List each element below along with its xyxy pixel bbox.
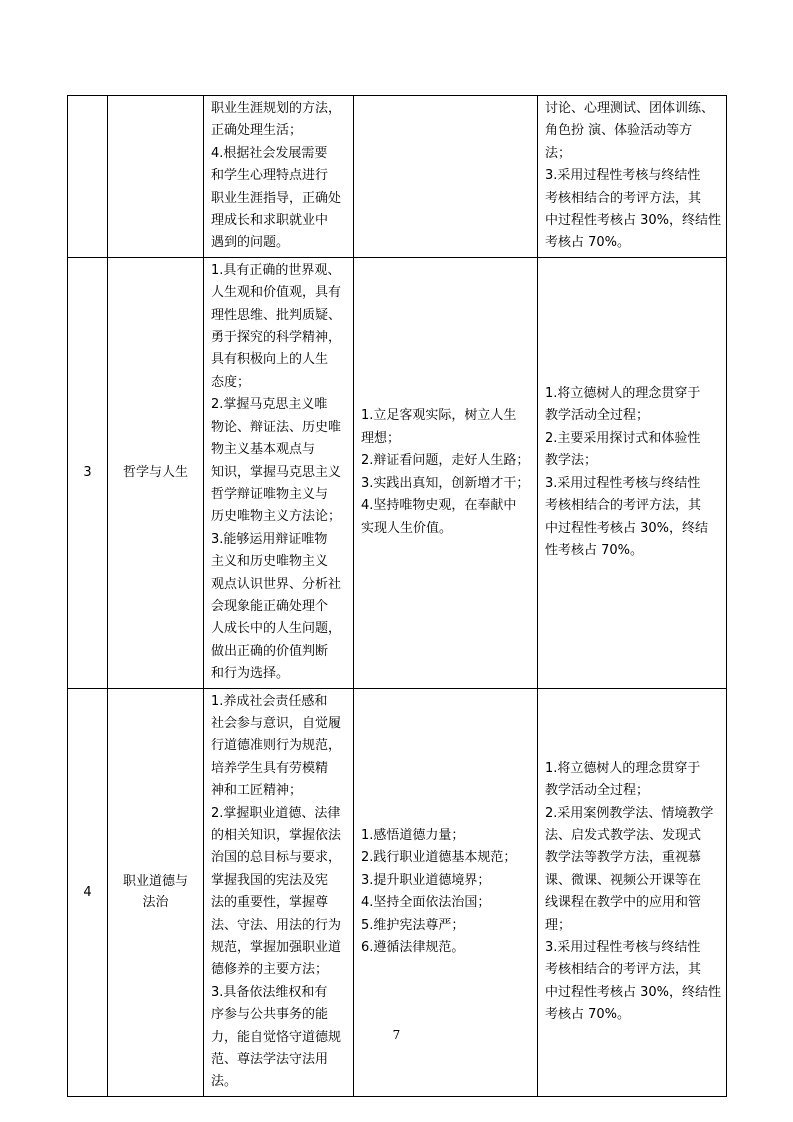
requirement-line: 线课程在教学中的应用和管 — [545, 895, 702, 911]
table-row — [68, 257, 727, 688]
goal-line: 德修养的主要方法； — [211, 962, 329, 978]
course-table — [67, 95, 727, 1097]
goal-line: 理性思维、批判质疑、 — [211, 307, 342, 323]
course-goals-cell — [204, 96, 354, 258]
goal-line: 人生观和价值观，具有 — [211, 285, 342, 301]
teaching-requirements-cell-text — [538, 381, 726, 564]
requirement-line: 2.采用案例教学法、情境教学 — [545, 805, 714, 821]
requirement-line: 中过程性考核占 30%，终结性 — [545, 213, 722, 229]
requirement-line: 考核占 70%。 — [545, 1007, 631, 1023]
goal-line: 会现象能正确处理个 — [211, 598, 329, 614]
requirement-line: 教学活动全过程； — [545, 783, 650, 799]
course-goals-cell — [204, 257, 354, 688]
teaching-requirements-cell — [538, 96, 727, 258]
course-content-cell-text — [354, 174, 537, 178]
course-content-cell-text — [354, 823, 537, 961]
content-line: 2.践行职业道德基本规范； — [361, 850, 517, 866]
requirement-line: 1.将立德树人的理念贯穿于 — [545, 760, 701, 776]
course-number-cell: 3 — [68, 257, 108, 688]
requirement-line: 教学法等教学方法，重视慕 — [545, 850, 702, 866]
goal-line: 职业生涯指导，正确处 — [211, 190, 342, 206]
goal-line: 1.具有正确的世界观、 — [211, 262, 341, 278]
teaching-requirements-cell-text — [538, 756, 726, 1029]
goal-line: 规范，掌握加强职业道 — [211, 940, 342, 956]
content-line: 2.辩证看问题，走好人生路； — [361, 453, 530, 469]
goal-line: 掌握我国的宪法及宪 — [211, 872, 329, 888]
requirement-line: 3.采用过程性考核与终结性 — [545, 940, 701, 956]
goal-line: 法的重要性，掌握尊 — [211, 895, 329, 911]
goal-line: 3.具备依法维权和有 — [211, 984, 328, 1000]
course-name-cell — [108, 96, 204, 258]
goal-line: 历史唯物主义方法论； — [211, 509, 342, 525]
content-line: 6.遵循法律规范。 — [361, 940, 465, 956]
requirement-line: 法、启发式教学法、发现式 — [545, 828, 702, 843]
goal-line: 观点认识世界、分析社 — [211, 576, 342, 592]
content-line: 4.坚持唯物史观，在奉献中 — [361, 498, 517, 514]
goal-line: 神和工匠精神； — [211, 783, 303, 799]
goal-line: 勇于探究的科学精神， — [211, 330, 342, 346]
goal-line: 治国的总目标与要求， — [211, 850, 342, 866]
page-number: 7 — [392, 1028, 401, 1042]
requirement-line: 理； — [545, 917, 572, 933]
goal-line: 4.根据社会发展需要 — [211, 145, 328, 161]
goal-line: 知识，掌握马克思主义 — [211, 464, 342, 480]
requirement-line: 中过程性考核占 30%，终结 — [545, 520, 709, 536]
requirement-line: 3.采用过程性考核与终结性 — [545, 168, 701, 184]
goal-line: 正确处理生活； — [211, 123, 303, 139]
teaching-requirements-cell-text — [538, 96, 726, 257]
course-number-cell — [68, 96, 108, 258]
goal-line: 法、守法、用法的行为 — [211, 917, 342, 933]
content-line: 理想； — [361, 430, 401, 446]
goal-line: 2.掌握马克思主义唯 — [211, 397, 328, 413]
goal-line: 物论、辩证法、历史唯 — [211, 419, 342, 435]
requirement-line: 教学法； — [545, 453, 598, 469]
goal-line: 和行为选择。 — [211, 666, 290, 682]
goal-line: 法。 — [211, 1074, 238, 1090]
course-goals-cell-text — [204, 96, 353, 257]
course-goals-cell-text — [204, 258, 353, 688]
goal-line: 力，能自觉恪守道德规 — [211, 1029, 342, 1045]
content-line: 3.实践出真知，创新增才干； — [361, 475, 530, 491]
course-name-cell — [108, 257, 204, 688]
goal-line: 理成长和求职就业中 — [211, 213, 329, 229]
requirement-line: 考核相结合的考评方法，其 — [545, 962, 702, 978]
requirement-line: 2.主要采用探讨式和体验性 — [545, 430, 701, 446]
goal-line: 序参与公共事务的能 — [211, 1007, 329, 1023]
requirement-line: 教学活动全过程； — [545, 408, 650, 424]
requirement-line: 1.将立德树人的理念贯穿于 — [545, 386, 701, 402]
goal-line: 态度； — [211, 374, 251, 390]
goal-line: 行道德准则行为规范， — [211, 738, 342, 754]
requirement-line: 中过程性考核占 30%，终结性 — [545, 984, 722, 1000]
goal-line: 社会参与意识，自觉履 — [211, 715, 342, 731]
requirement-line: 法； — [545, 145, 572, 161]
course-content-cell — [354, 96, 538, 258]
content-line: 1.立足客观实际，树立人生 — [361, 408, 517, 424]
course-content-cell-text — [354, 403, 537, 541]
goal-line: 1.养成社会责任感和 — [211, 693, 328, 709]
requirement-line: 3.采用过程性考核与终结性 — [545, 475, 701, 491]
requirement-line: 性考核占 70%。 — [545, 542, 644, 558]
goal-line: 人成长中的人生问题， — [211, 621, 342, 637]
course-number-cell: 4 — [68, 688, 108, 1096]
requirement-line: 课、微课、视频公开课等在 — [545, 872, 702, 888]
content-line: 4.坚持全面依法治国； — [361, 895, 491, 911]
goal-line: 的相关知识，掌握依法 — [211, 828, 342, 843]
goal-line: 具有积极向上的人生 — [211, 352, 329, 368]
content-line: 1.感悟道德力量； — [361, 828, 465, 843]
goal-line: 培养学生具有劳模精 — [211, 760, 329, 776]
requirement-line: 考核相结合的考评方法，其 — [545, 498, 702, 514]
course-name: 哲学与人生 — [122, 465, 188, 481]
requirement-line: 考核占 70%。 — [545, 235, 631, 251]
content-line: 3.提升职业道德境界； — [361, 872, 491, 888]
goal-line: 3.能够运用辩证唯物 — [211, 531, 328, 547]
goal-line: 哲学辩证唯物主义与 — [211, 486, 329, 502]
table-row — [68, 96, 727, 258]
requirement-line: 考核相结合的考评方法，其 — [545, 190, 702, 206]
requirement-line: 讨论、心理测试、团体训练、 — [545, 101, 715, 116]
teaching-requirements-cell — [538, 257, 727, 688]
goal-line: 做出正确的价值判断 — [211, 643, 329, 659]
goal-line: 物主义基本观点与 — [211, 442, 316, 458]
goal-line: 范、尊法学法守法用 — [211, 1052, 329, 1068]
requirement-line: 角色扮 演、体验活动等方 — [545, 123, 693, 139]
goal-line: 职业生涯规划的方法， — [211, 101, 342, 116]
content-line: 5.维护宪法尊严； — [361, 917, 465, 933]
goal-line: 2.掌握职业道德、法律 — [211, 805, 341, 821]
course-content-cell — [354, 257, 538, 688]
content-line: 实现人生价值。 — [361, 520, 453, 536]
course-name: 职业道德与法治 — [122, 874, 188, 911]
goal-line: 遇到的问题。 — [211, 235, 290, 251]
goal-line: 和学生心理特点进行 — [211, 168, 329, 184]
goal-line: 主义和历史唯物主义 — [211, 554, 329, 570]
